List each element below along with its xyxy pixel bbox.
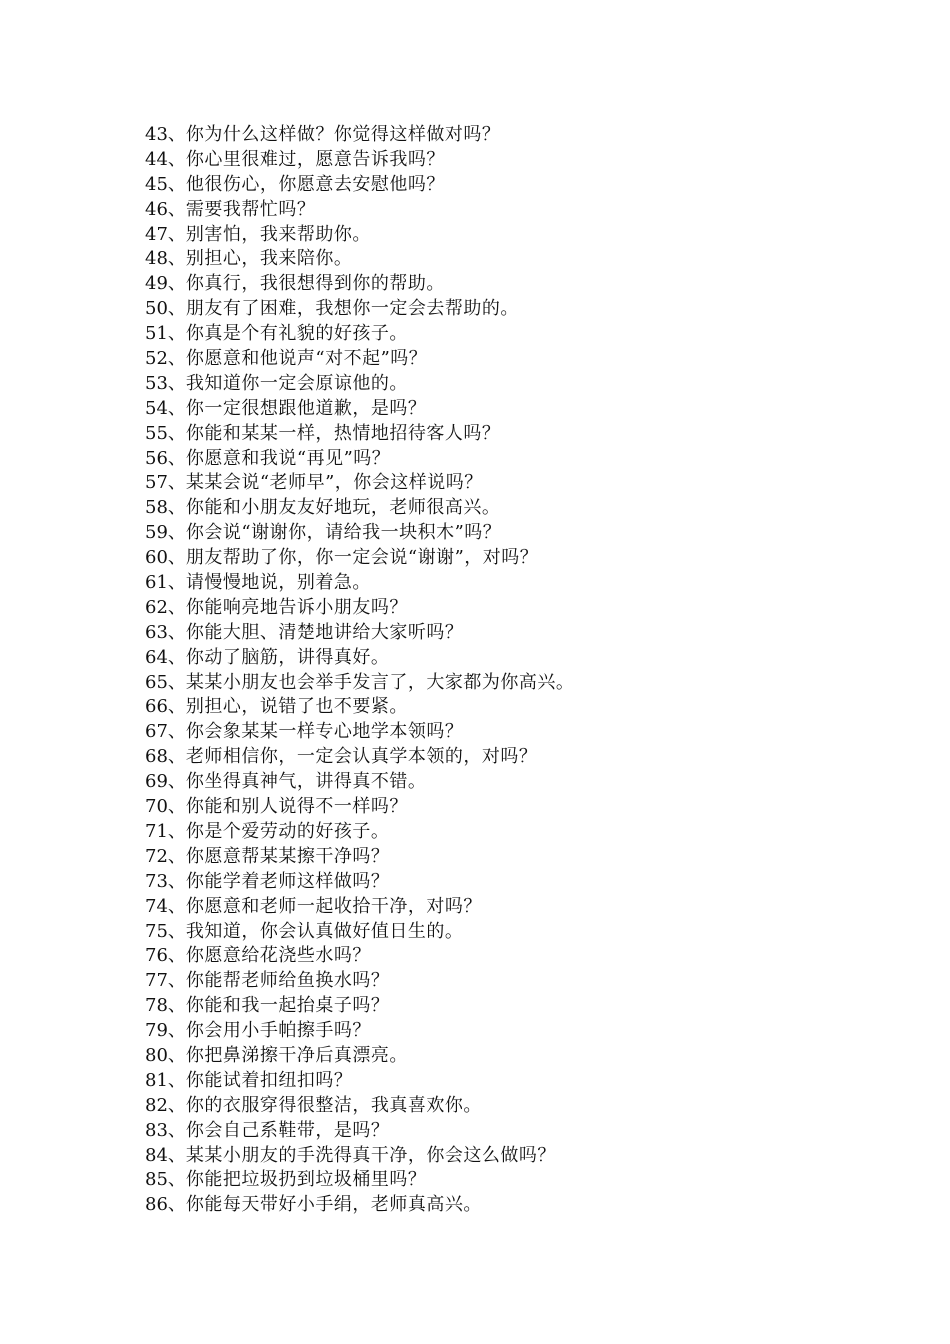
- list-item: [145, 471, 905, 496]
- item-separator: 、: [167, 820, 186, 842]
- item-number: 61: [145, 572, 168, 594]
- item-text: 我知道，你会认真做好值日生的。: [185, 920, 464, 942]
- item-separator: 、: [167, 298, 186, 320]
- item-number: 65: [145, 671, 168, 693]
- list-item: [145, 1069, 905, 1094]
- item-text: 你一定很想跟他道歉，是吗？: [185, 397, 427, 419]
- item-text: 你能和我一起抬桌子吗？: [185, 995, 390, 1017]
- list-item: [145, 646, 905, 671]
- item-number: 78: [145, 995, 168, 1017]
- item-number: 56: [145, 447, 168, 469]
- item-separator: 、: [167, 596, 186, 618]
- item-text: 你真是个有礼貌的好孩子。: [185, 323, 408, 345]
- list-item: [145, 1044, 905, 1069]
- item-text: 某某小朋友也会举手发言了，大家都为你高兴。: [185, 671, 575, 693]
- item-number: 49: [145, 273, 168, 295]
- list-item: [145, 920, 905, 945]
- item-text: 你是个爱劳动的好孩子。: [185, 820, 390, 842]
- item-number: 45: [145, 173, 168, 195]
- item-text: 你愿意和他说声“对不起”吗？: [185, 348, 428, 370]
- item-number: 71: [145, 820, 168, 842]
- item-separator: 、: [167, 1119, 186, 1141]
- item-number: 47: [145, 223, 168, 245]
- item-separator: 、: [167, 547, 186, 569]
- item-separator: 、: [167, 995, 186, 1017]
- item-text: 你坐得真神气，讲得真不错。: [185, 771, 427, 793]
- item-separator: 、: [167, 771, 186, 793]
- item-number: 76: [145, 945, 168, 967]
- item-number: 62: [145, 596, 168, 618]
- item-separator: 、: [167, 1044, 186, 1066]
- item-text: 你会象某某一样专心地学本领吗？: [185, 721, 464, 743]
- item-number: 43: [145, 124, 168, 145]
- item-separator: 、: [167, 148, 186, 170]
- list-item: [145, 372, 905, 397]
- item-text: 你会说“谢谢你，请给我一块积木”吗？: [185, 522, 502, 544]
- item-text: 你愿意和我说“再见”吗？: [185, 447, 391, 469]
- item-number: 83: [145, 1119, 168, 1141]
- item-separator: 、: [167, 1144, 186, 1166]
- item-text: 需要我帮忙吗？: [185, 198, 316, 220]
- item-text: 你能响亮地告诉小朋友吗？: [185, 596, 408, 618]
- item-separator: 、: [167, 1194, 186, 1216]
- item-text: 你把鼻涕擦干净后真漂亮。: [185, 1044, 408, 1066]
- list-item: [145, 820, 905, 845]
- item-text: 朋友有了困难，我想你一定会去帮助的。: [185, 298, 519, 320]
- list-item: [145, 173, 905, 198]
- item-separator: 、: [167, 646, 186, 668]
- item-text: 你能和小朋友友好地玩，老师很高兴。: [185, 497, 501, 519]
- item-separator: 、: [167, 472, 186, 494]
- list-item: [145, 1168, 905, 1193]
- item-number: 44: [145, 148, 168, 170]
- item-number: 86: [145, 1194, 168, 1216]
- item-number: 66: [145, 696, 168, 718]
- item-number: 74: [145, 895, 168, 917]
- item-separator: 、: [167, 1169, 186, 1191]
- list-item: [145, 870, 905, 895]
- item-separator: 、: [167, 348, 186, 370]
- item-number: 53: [145, 372, 168, 394]
- item-separator: 、: [167, 223, 186, 245]
- item-text: 他很伤心，你愿意去安慰他吗？: [185, 173, 445, 195]
- item-separator: 、: [167, 746, 186, 768]
- item-text: 你心里很难过，愿意告诉我吗？: [185, 148, 445, 170]
- item-number: 54: [145, 397, 168, 419]
- item-text: 请慢慢地说，别着急。: [185, 572, 371, 594]
- item-text: 你真行，我很想得到你的帮助。: [185, 273, 445, 295]
- list-item: [145, 496, 905, 521]
- list-item: [145, 422, 905, 447]
- item-number: 51: [145, 323, 168, 345]
- item-separator: 、: [167, 397, 186, 419]
- list-item: [145, 148, 905, 173]
- item-text: 朋友帮助了你，你一定会说“谢谢”，对吗？: [185, 547, 539, 569]
- list-item: [145, 272, 905, 297]
- item-number: 52: [145, 348, 168, 370]
- list-item: [145, 123, 905, 148]
- item-text: 别害怕，我来帮助你。: [185, 223, 371, 245]
- item-text: 你能和别人说得不一样吗？: [185, 796, 408, 818]
- item-separator: 、: [167, 522, 186, 544]
- list-item: [145, 895, 905, 920]
- item-separator: 、: [167, 572, 186, 594]
- item-text: 你能和某某一样，热情地招待客人吗？: [185, 422, 501, 444]
- list-item: [145, 994, 905, 1019]
- item-separator: 、: [167, 895, 186, 917]
- item-number: 58: [145, 497, 168, 519]
- item-text: 你能把垃圾扔到垃圾桶里吗？: [185, 1169, 427, 1191]
- item-text: 你会自己系鞋带，是吗？: [185, 1119, 390, 1141]
- item-separator: 、: [167, 422, 186, 444]
- item-separator: 、: [167, 1069, 186, 1091]
- list-item: [145, 720, 905, 745]
- list-item: [145, 397, 905, 422]
- item-number: 50: [145, 298, 168, 320]
- item-text: 你愿意和老师一起收拾干净，对吗？: [185, 895, 482, 917]
- item-number: 77: [145, 970, 168, 992]
- item-separator: 、: [167, 845, 186, 867]
- item-separator: 、: [167, 796, 186, 818]
- item-text: 你能大胆、清楚地讲给大家听吗？: [185, 621, 464, 643]
- item-number: 63: [145, 621, 168, 643]
- item-text: 你能每天带好小手绢，老师真高兴。: [185, 1194, 482, 1216]
- list-item: [145, 1119, 905, 1144]
- item-text: 某某小朋友的手洗得真干净，你会这么做吗？: [185, 1144, 556, 1166]
- item-text: 你能帮老师给鱼换水吗？: [185, 970, 390, 992]
- list-item: [145, 621, 905, 646]
- list-item: [145, 322, 905, 347]
- item-text: 别担心，我来陪你。: [185, 248, 353, 270]
- item-separator: 、: [167, 198, 186, 220]
- document-page: [145, 123, 905, 1218]
- list-item: [145, 571, 905, 596]
- item-number: 48: [145, 248, 168, 270]
- list-item: [145, 546, 905, 571]
- list-item: [145, 1019, 905, 1044]
- list-item: [145, 247, 905, 272]
- item-number: 73: [145, 870, 168, 892]
- item-separator: 、: [167, 945, 186, 967]
- item-text: 你愿意给花浇些水吗？: [185, 945, 371, 967]
- list-item: [145, 1193, 905, 1218]
- list-item: [145, 1094, 905, 1119]
- item-number: 81: [145, 1069, 168, 1091]
- item-separator: 、: [167, 323, 186, 345]
- item-number: 82: [145, 1094, 168, 1116]
- item-separator: 、: [167, 447, 186, 469]
- item-separator: 、: [167, 696, 186, 718]
- list-item: [145, 297, 905, 322]
- item-separator: 、: [167, 273, 186, 295]
- item-number: 59: [145, 522, 168, 544]
- list-item: [145, 1144, 905, 1169]
- item-separator: 、: [167, 721, 186, 743]
- list-item: [145, 447, 905, 472]
- item-number: 84: [145, 1144, 168, 1166]
- item-separator: 、: [167, 1094, 186, 1116]
- item-text: 你愿意帮某某擦干净吗？: [185, 845, 390, 867]
- item-separator: 、: [167, 671, 186, 693]
- list-item: [145, 695, 905, 720]
- item-text: 你动了脑筋，讲得真好。: [185, 646, 390, 668]
- list-item: [145, 671, 905, 696]
- item-separator: 、: [167, 621, 186, 643]
- list-item: [145, 198, 905, 223]
- list-item: [145, 745, 905, 770]
- list-item: [145, 770, 905, 795]
- item-text: 别担心，说错了也不要紧。: [185, 696, 408, 718]
- item-number: 79: [145, 1020, 168, 1042]
- list-item: [145, 969, 905, 994]
- item-number: 70: [145, 796, 168, 818]
- item-text: 我知道你一定会原谅他的。: [185, 372, 408, 394]
- item-separator: 、: [167, 248, 186, 270]
- item-number: 67: [145, 721, 168, 743]
- list-item: [145, 521, 905, 546]
- item-text: 某某会说“老师早”，你会这样说吗？: [185, 472, 483, 494]
- item-separator: 、: [167, 870, 186, 892]
- item-separator: 、: [167, 970, 186, 992]
- list-item: [145, 795, 905, 820]
- list-item: [145, 596, 905, 621]
- item-number: 68: [145, 746, 168, 768]
- item-text: 你能试着扣纽扣吗？: [185, 1069, 353, 1091]
- item-number: 75: [145, 920, 168, 942]
- item-separator: 、: [167, 173, 186, 195]
- item-text: 老师相信你，一定会认真学本领的，对吗？: [185, 746, 538, 768]
- list-item: [145, 845, 905, 870]
- item-number: 46: [145, 198, 168, 220]
- item-number: 55: [145, 422, 168, 444]
- item-number: 69: [145, 771, 168, 793]
- item-number: 57: [145, 472, 168, 494]
- item-number: 80: [145, 1044, 168, 1066]
- item-number: 72: [145, 845, 168, 867]
- item-text: 你为什么这样做？你觉得这样做对吗？: [185, 124, 501, 145]
- item-separator: 、: [167, 124, 186, 145]
- item-text: 你的衣服穿得很整洁，我真喜欢你。: [185, 1094, 482, 1116]
- item-separator: 、: [167, 920, 186, 942]
- item-text: 你能学着老师这样做吗？: [185, 870, 390, 892]
- item-number: 64: [145, 646, 168, 668]
- item-text: 你会用小手帕擦手吗？: [185, 1020, 371, 1042]
- item-separator: 、: [167, 1020, 186, 1042]
- item-separator: 、: [167, 497, 186, 519]
- item-number: 85: [145, 1169, 168, 1191]
- list-item: [145, 223, 905, 248]
- list-item: [145, 347, 905, 372]
- item-number: 60: [145, 547, 168, 569]
- list-item: [145, 944, 905, 969]
- item-separator: 、: [167, 372, 186, 394]
